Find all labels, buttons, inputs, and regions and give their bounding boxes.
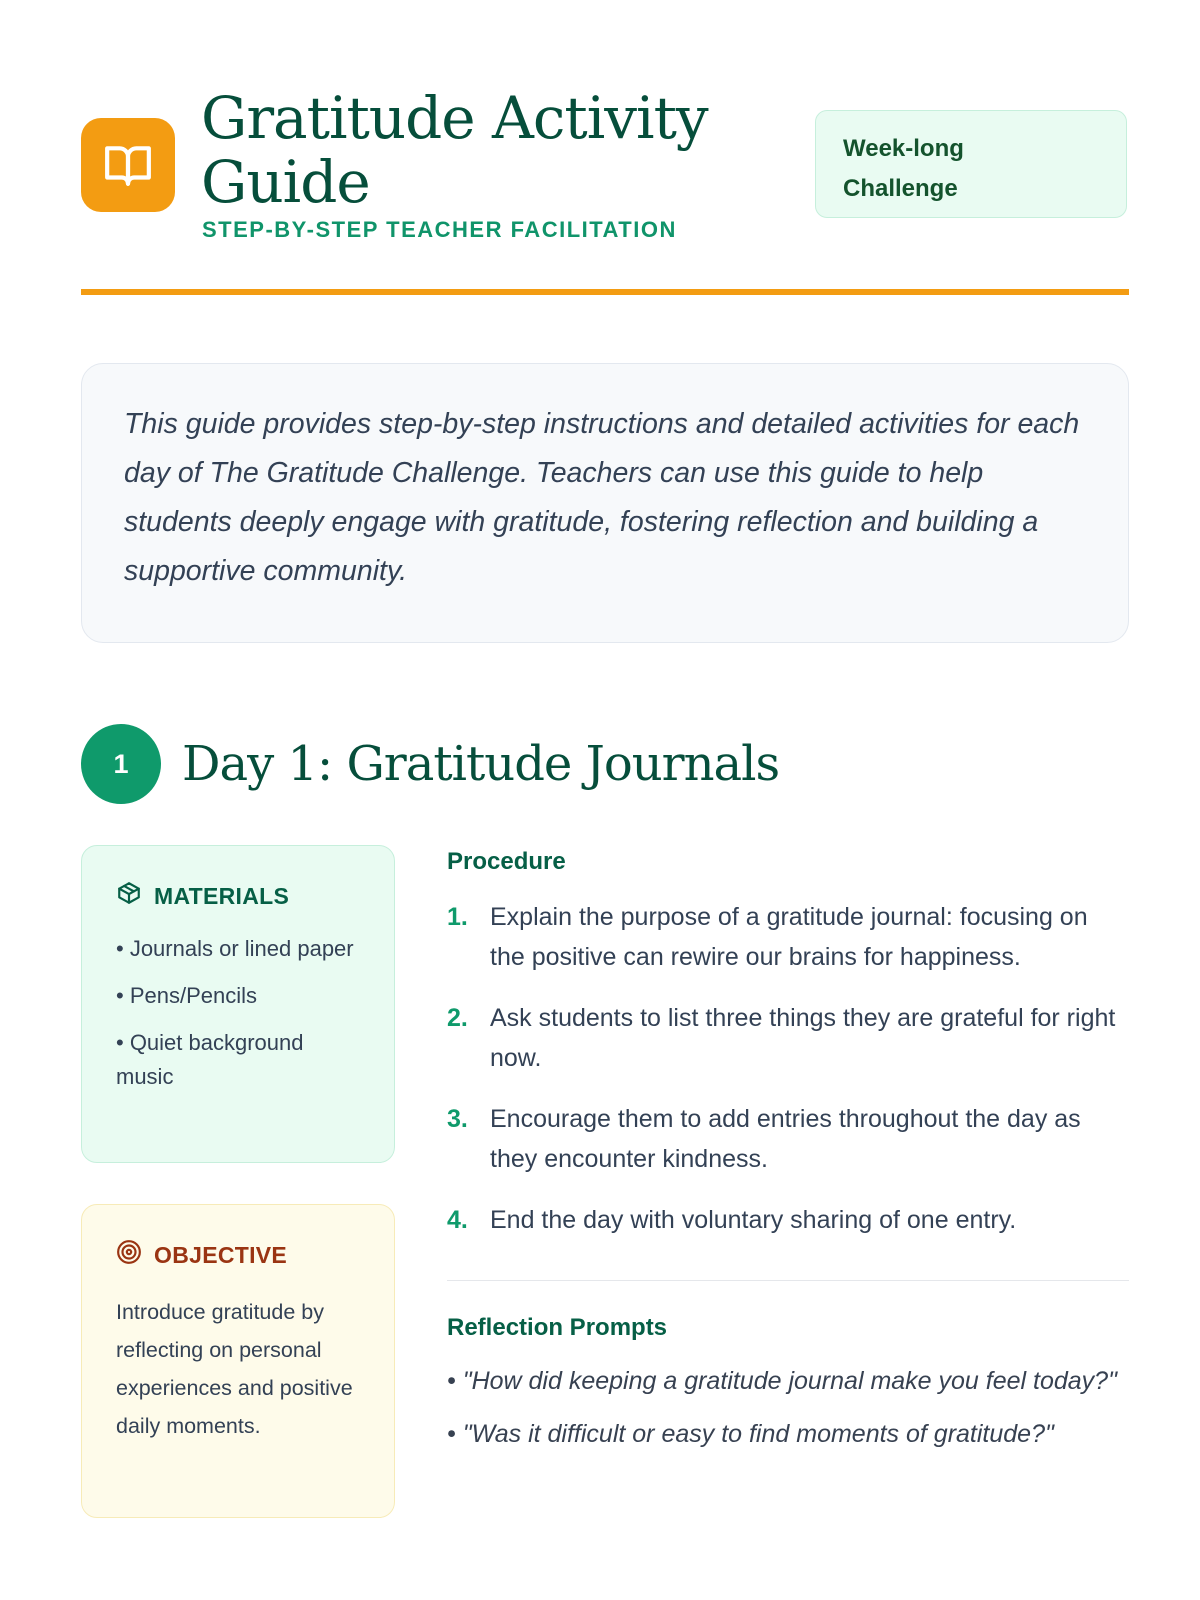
header-divider	[81, 289, 1129, 295]
procedure-step	[447, 1099, 1129, 1179]
badge-line-2: Challenge	[843, 175, 958, 202]
target-icon	[116, 1239, 142, 1271]
step-number: 2.	[447, 1004, 468, 1032]
materials-heading: MATERIALS	[154, 882, 290, 909]
reflection-list	[447, 1361, 1129, 1455]
procedure-heading: Procedure	[447, 848, 566, 875]
list-item: • Quiet background music	[116, 1030, 304, 1089]
reflection-prompt: • "How did keeping a gratitude journal make you feel today?"	[447, 1367, 1117, 1395]
objective-heading: OBJECTIVE	[154, 1241, 288, 1268]
intro-box: This guide provides step-by-step instructions and detailed activities for each day of The Gratitude Challenge. Teachers can use this guide to help students deeply engage with gratitude, fostering reflection and building a supportive community.	[81, 363, 1129, 643]
book-open-icon	[81, 118, 175, 212]
procedure-step	[447, 998, 1129, 1078]
day-title: Day 1: Gratitude Journals	[182, 736, 780, 792]
procedure-list	[447, 897, 1129, 1240]
reflection-heading: Reflection Prompts	[447, 1314, 668, 1341]
step-number: 4.	[447, 1206, 468, 1234]
step-number: 3.	[447, 1105, 468, 1133]
activity-details	[447, 845, 1129, 1467]
step-text: Encourage them to add entries throughout the day as they encounter kindness.	[490, 1105, 1081, 1173]
step-number: 1.	[447, 903, 468, 931]
section-divider	[447, 1280, 1129, 1281]
objective-header	[116, 1239, 360, 1271]
header	[81, 86, 1129, 246]
badge-line-1: Week-long	[843, 135, 964, 162]
materials-list	[116, 932, 360, 1094]
materials-header	[116, 880, 360, 912]
step-text: Ask students to list three things they are grateful for right now.	[490, 1004, 1116, 1072]
objective-text: Introduce gratitude by reflecting on personal experiences and positive daily moments.	[116, 1300, 353, 1438]
day-number-badge: 1	[81, 724, 161, 804]
step-text: Explain the purpose of a gratitude journal: focusing on the positive can rewire our brains for happiness.	[490, 903, 1088, 971]
step-text: End the day with voluntary sharing of one entry.	[490, 1206, 1017, 1234]
objective-card	[81, 1204, 395, 1518]
procedure-step	[447, 897, 1129, 977]
list-item: • Pens/Pencils	[116, 983, 257, 1008]
box-icon	[116, 880, 142, 912]
reflection-prompt: • "Was it difficult or easy to find moments of gratitude?"	[447, 1420, 1054, 1448]
materials-card	[81, 845, 395, 1163]
list-item: • Journals or lined paper	[116, 936, 354, 961]
page-subtitle: STEP-BY-STEP TEACHER FACILITATION	[202, 217, 677, 242]
procedure-step	[447, 1200, 1129, 1240]
duration-badge	[815, 110, 1127, 218]
page-title: Gratitude Activity Guide	[201, 84, 708, 216]
